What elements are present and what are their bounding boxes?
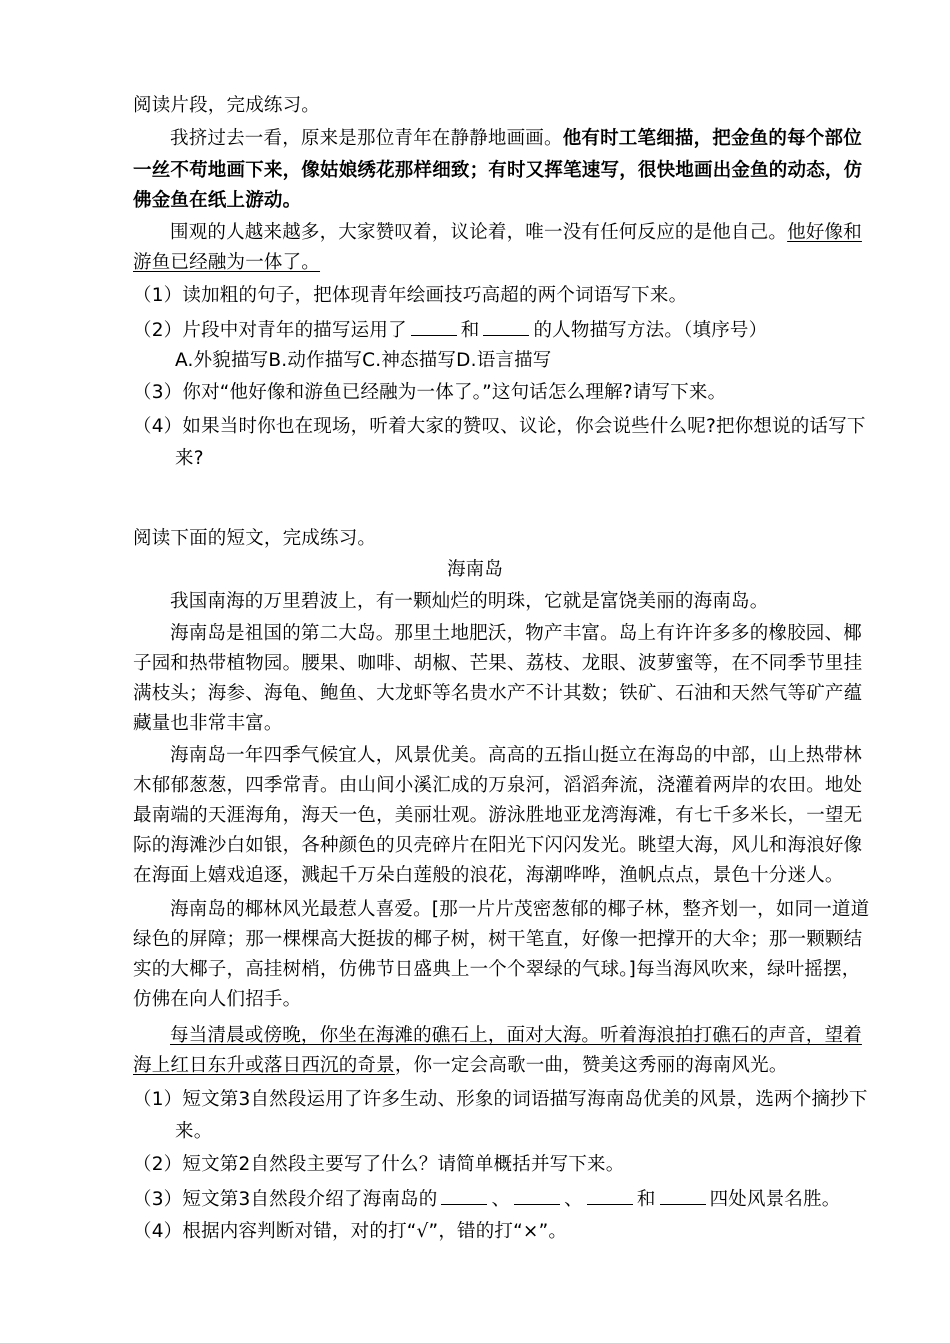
q2-text-part2: 和 (460, 320, 480, 341)
section1-heading: 阅读片段，完成练习。 (133, 95, 321, 116)
article-para2-line3: 满枝头；海参、海龟、鲍鱼、大龙虾等名贵水产不计其数；铁矿、石油和天然气等矿产蕴 (133, 683, 863, 704)
section1-question-2-options: A.外貌描写B.动作描写C.神态描写D.语言描写 (175, 350, 552, 371)
article-para3-line4: 际的海滩沙白如银，各种颜色的贝壳碎片在阳光下闪闪发光。眺望大海，风儿和海浪好像 (133, 835, 863, 856)
section2-heading: 阅读下面的短文，完成练习。 (133, 528, 377, 549)
section1-para1-line1 (170, 127, 862, 151)
article-para4-line2: 绿色的屏障；那一棵棵高大挺拔的椰子树，树干笔直，好像一把撑开的大伞；那一颗颗结 (133, 929, 863, 950)
section1-para1-line2: 一丝不苟地画下来，像姑娘绣花那样细致；有时又挥笔速写，很快地画出金鱼的动态，仿 (133, 160, 863, 181)
answer-blank[interactable] (411, 317, 457, 336)
para1-intro: 我挤过去一看，原来是那位青年在静静地画画。 (170, 128, 563, 149)
article-para5-line2 (133, 1054, 788, 1078)
para1-bold-text: 他有时工笔细描，把金鱼的每个部位 (562, 128, 862, 149)
article-para4-line3: 实的大椰子，高挂树梢，仿佛节日盛典上一个个翠绿的气球。]每当海风吹来，绿叶摇摆， (133, 959, 861, 980)
section1-question-3: （3）你对“他好像和游鱼已经融为一体了。”这句话怎么理解?请写下来。 (133, 382, 727, 403)
s2q3-text-part3: 四处风景名胜。 (709, 1189, 841, 1210)
answer-blank[interactable] (660, 1186, 706, 1205)
section2-question-4: （4）根据内容判断对错，对的打“√”，错的打“×”。 (133, 1221, 568, 1242)
s2q3-text-part2: 和 (636, 1189, 656, 1210)
article-para4-line1: 海南岛的椰林风光最惹人喜爱。[那一片片茂密葱郁的椰子林，整齐划一，如同一道道 (170, 899, 870, 920)
para2-underlined-a: 他好像和 (787, 222, 862, 243)
q2-text-part1: （2）片段中对青年的描写运用了 (133, 320, 407, 341)
s2q3-sep2: 、 (564, 1189, 583, 1210)
s2q3-text-part1: （3）短文第3自然段介绍了海南岛的 (133, 1189, 438, 1210)
answer-blank[interactable] (483, 317, 529, 336)
answer-blank[interactable] (587, 1186, 633, 1205)
article-para3-line1: 海南岛一年四季气候宜人，风景优美。高高的五指山挺立在海岛的中部，山上热带林 (170, 745, 862, 766)
section2-question-2: （2）短文第2自然段主要写了什么？请简单概括并写下来。 (133, 1154, 625, 1175)
article-title: 海南岛 (446, 559, 504, 580)
section1-para2-line2: 游鱼已经融为一体了。 (133, 252, 321, 273)
para5-underlined-text: 海上红日东升或落日西沉的奇景 (133, 1055, 395, 1076)
section1-question-4-line1: （4）如果当时你也在现场，听着大家的赞叹、议论，你会说些什么呢?把你想说的话写下 (133, 416, 866, 437)
article-para4-line4: 仿佛在向人们招手。 (133, 989, 302, 1010)
article-para2-line1: 海南岛是祖国的第二大岛。那里土地肥沃，物产丰富。岛上有许许多多的橡胶园、椰 (170, 623, 862, 644)
section1-question-1: （1）读加粗的句子，把体现青年绘画技巧高超的两个词语写下来。 (133, 285, 688, 306)
answer-blank[interactable] (441, 1186, 487, 1205)
article-para2-line2: 子园和热带植物园。腰果、咖啡、胡椒、芒果、荔枝、龙眼、波萝蜜等，在不同季节里挂 (133, 653, 863, 674)
answer-blank[interactable] (514, 1186, 560, 1205)
article-para1: 我国南海的万里碧波上，有一颗灿烂的明珠，它就是富饶美丽的海南岛。 (170, 591, 769, 612)
para2-text: 围观的人越来越多，大家赞叹着，议论着，唯一没有任何反应的是他自己。 (170, 222, 788, 243)
s2q3-sep1: 、 (491, 1189, 511, 1210)
section2-question-3 (133, 1186, 840, 1212)
section2-question-1-line2: 来。 (175, 1121, 213, 1142)
section1-question-2 (133, 317, 767, 343)
q2-text-part3: 的人物描写方法。（填序号） (533, 320, 768, 341)
para5-rest-text: ，你一定会高歌一曲，赞美这秀丽的海南风光。 (394, 1055, 788, 1076)
section1-para2-line1 (170, 221, 862, 245)
article-para2-line4: 藏量也非常丰富。 (133, 713, 283, 734)
article-para5-line1: 每当清晨或傍晚，你坐在海滩的礁石上，面对大海。听着海浪拍打礁石的声音，望着 (170, 1025, 862, 1046)
article-para3-line2: 木郁郁葱葱，四季常青。由山间小溪汇成的万泉河，滔滔奔流，浇灌着两岸的农田。地处 (133, 775, 863, 796)
section1-question-4-line2: 来? (175, 448, 204, 469)
section1-para1-line3: 佛金鱼在纸上游动。 (133, 190, 302, 211)
article-para3-line5: 在海面上嬉戏追逐，溅起千万朵白莲般的浪花，海潮哗哗，渔帆点点，景色十分迷人。 (133, 865, 844, 886)
article-para3-line3: 最南端的天涯海角，海天一色，美丽壮观。游泳胜地亚龙湾海滩，有七千多米长，一望无 (133, 805, 863, 826)
section2-question-1-line1: （1）短文第3自然段运用了许多生动、形象的词语描写海南岛优美的风景，选两个摘抄下 (133, 1089, 868, 1110)
